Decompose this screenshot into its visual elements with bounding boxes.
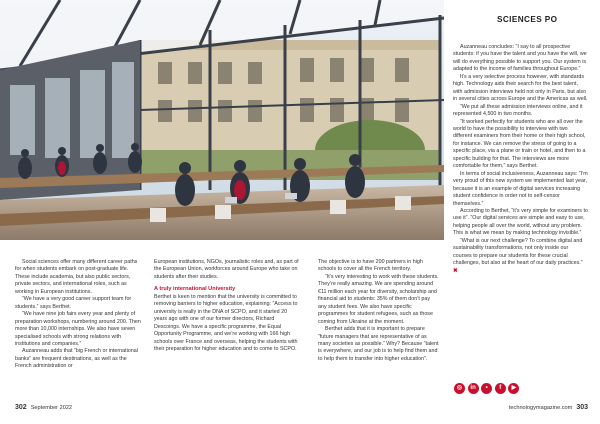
article-column-3 bbox=[318, 259, 440, 363]
paragraph: The objective is to have 200 partners in high schools to cover all the French territory. bbox=[318, 259, 423, 273]
page-number-left: 302 bbox=[15, 404, 27, 411]
website-url[interactable]: technologymagazine.com bbox=[508, 405, 573, 411]
section-heading: A truly international University bbox=[154, 286, 236, 293]
facebook-icon[interactable]: f bbox=[495, 383, 506, 394]
paragraph: Auzanneau concludes: “I say to all prospective students: if you have the talent and you have the will, we will do everything possible to support you. Our system is adapted to the income of families throughout Europe.” bbox=[453, 44, 587, 73]
paragraph: Berthet adds that it is important to prepare “future managers that are representative of as many societies as possible.” Why? Because “talent is everywhere, and our job is to help find them and to help them to transfer into higher education”. bbox=[318, 326, 439, 362]
paragraph: According to Berthet, “it’s very simple for examiners to use it”. “Our digital services are simple and easy to use, helping people all over the world, without any problem. This is what we mean by making technology invisible.” bbox=[453, 207, 588, 237]
social-links bbox=[454, 383, 519, 395]
paragraph: “It worked perfectly for students who are all over the world to have the possibility to interview with two different examiners from their home or their high school, for instance. We can remove the stress of going to a specific place, via a plane or train or hotel, and then to a specific building for that. The interviews are more comfortable for them,” says Berthet. bbox=[453, 118, 586, 170]
paragraph: “We put all these admission interviews online, and it represented 4,500 in two months. bbox=[453, 103, 583, 118]
photo-illustration bbox=[0, 0, 444, 240]
youtube-icon[interactable]: ▶ bbox=[508, 383, 519, 394]
twitter-icon[interactable]: • bbox=[481, 383, 492, 394]
footer-right bbox=[509, 404, 588, 411]
paragraph: “We have nine job fairs every year and plenty of preparation workshops, numbering around 200. Then more than 10,000 internships. We also have seven specialised schools with strong relations with institutions and companies.” bbox=[15, 311, 141, 347]
paragraph: It’s a very selective process however, with standards high. Technology aids their search for the best talent, with admission interviews held not only in Paris, but also in several cities across Europe and the Americas as well. bbox=[453, 73, 588, 103]
article-column-4 bbox=[453, 44, 588, 275]
page-number-right: 303 bbox=[576, 404, 588, 411]
issue-date: September 2022 bbox=[30, 405, 73, 411]
paragraph-text: “What is our next challenge? To combine digital and sustainability transformations, not only inside our courses to prepare our students for these crucial challenges, but also at the heart of our daily practices.” bbox=[453, 237, 583, 267]
instagram-icon[interactable]: ◎ bbox=[454, 383, 465, 394]
end-mark-icon: ✖ bbox=[453, 267, 458, 274]
paragraph: Berthet is keen to mention that the university is committed to removing barriers to higher education, explaining: “Access to university is really in the DNA of SCPO, and it started 20 years ago with one of our former directors, Richard Descoings. We have a specific programme, the Equal Opportunity Programme, and we’re working with 166 high schools over France and overseas, helping the students with their preparation for higher education and to come to SCPO. bbox=[154, 293, 298, 352]
paragraph-final bbox=[453, 238, 588, 275]
paragraph: Auzanneau adds that “big French or international banks” are frequent destinations, as well as the French administration or bbox=[15, 348, 138, 370]
paragraph: In terms of social inclusiveness, Auzanneau says: “I’m very proud of this new system we implemented last year, because it is an example of digital services increasing student confidence in order not to self-censor themselves.” bbox=[453, 170, 588, 207]
paragraph: “It’s very interesting to work with these students. They’re really amazing. We are spending around €11 million each year for diversity, scholarship and financial aid to students: 35% of them don’t pay any student fees. We also have specific programmes for student refugees, such as those coming from Ukraine at the moment. bbox=[318, 273, 439, 325]
linkedin-icon[interactable]: in bbox=[468, 383, 479, 394]
paragraph: European institutions, NGOs, journalistic roles and, as part of the European Union, workforces around Europe who take on students after their studies. bbox=[154, 259, 299, 280]
magazine-section-brand: SCIENCES PO bbox=[497, 15, 558, 24]
article-column-2 bbox=[154, 259, 301, 353]
article-column-1 bbox=[15, 259, 141, 371]
paragraph: Social sciences offer many different career paths for when students embark on post-graduate life. These include academia, but also public sectors, private sectors, and international roles, such as working in European institutions. bbox=[15, 259, 138, 295]
paragraph: “We have a very good career support team for students,” says Berthet. bbox=[15, 296, 132, 310]
footer-left bbox=[15, 404, 72, 411]
campus-atrium-photo bbox=[0, 0, 444, 240]
